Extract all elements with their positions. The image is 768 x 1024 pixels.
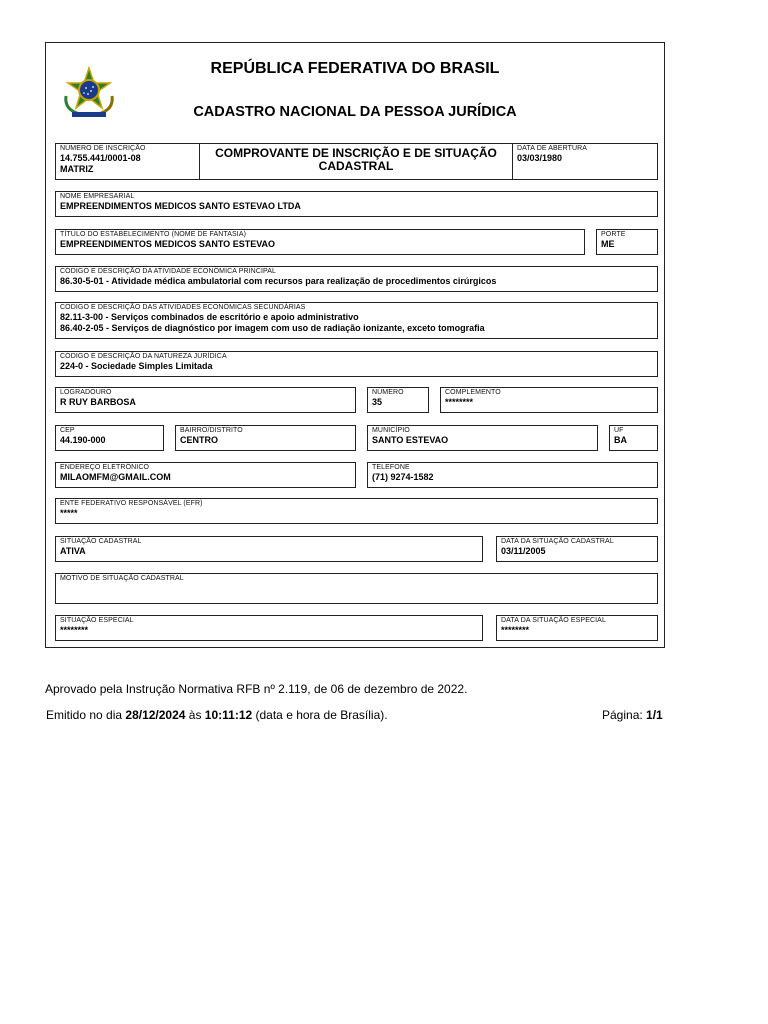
- field-value: BA: [614, 435, 627, 445]
- field-porte: [596, 229, 658, 255]
- field-value: 14.755.441/0001-08: [60, 153, 141, 163]
- field-numero: [367, 387, 429, 413]
- page-number: 1/1: [646, 708, 663, 722]
- document-title: COMPROVANTE DE INSCRIÇÃO E DE SITUAÇÃO CADASTRAL: [199, 143, 513, 180]
- field-email: [55, 462, 356, 488]
- field-value: CENTRO: [180, 435, 218, 445]
- field-label: UF: [614, 427, 624, 434]
- field-uf: [609, 425, 658, 451]
- field-label: TELEFONE: [372, 464, 410, 471]
- field-label: MOTIVO DE SITUAÇÃO CADASTRAL: [60, 575, 184, 582]
- field-data-situacao-especial: [496, 615, 658, 641]
- field-motivo: [55, 573, 658, 604]
- field-efr: [55, 498, 658, 524]
- field-nome-fantasia: [55, 229, 585, 255]
- field-label: NÚMERO: [372, 389, 404, 396]
- field-value: 44.190-000: [60, 435, 106, 445]
- field-value: *****: [60, 508, 78, 518]
- field-value: SANTO ESTEVAO: [372, 435, 449, 445]
- field-value: R RUY BARBOSA: [60, 397, 136, 407]
- field-label: SITUAÇÃO CADASTRAL: [60, 538, 142, 545]
- field-atividade-principal: [55, 266, 658, 292]
- emission-suffix: (data e hora de Brasília).: [252, 708, 388, 722]
- field-data-abertura: [512, 143, 658, 180]
- field-municipio: [367, 425, 598, 451]
- field-label: ENDEREÇO ELETRÔNICO: [60, 464, 150, 471]
- emission-mid: às: [185, 708, 205, 722]
- field-label: PORTE: [601, 231, 626, 238]
- field-complemento: [440, 387, 658, 413]
- field-label: CÓDIGO E DESCRIÇÃO DA NATUREZA JURÍDICA: [60, 353, 227, 360]
- field-situacao-cadastral: [55, 536, 483, 562]
- field-label: CEP: [60, 427, 75, 434]
- field-data-situacao: [496, 536, 658, 562]
- approval-note: Aprovado pela Instrução Normativa RFB nº 2.119, de 06 de dezembro de 2022.: [45, 682, 468, 696]
- field-value: ATIVA: [60, 546, 86, 556]
- field-label: BAIRRO/DISTRITO: [180, 427, 243, 434]
- field-label: NOME EMPRESARIAL: [60, 193, 135, 200]
- field-nome-empresarial: [55, 191, 658, 217]
- list-item: 86.40-2-05 - Serviços de diagnóstico por imagem com uso de radiação ionizante, exceto tomografia: [60, 323, 485, 333]
- field-label: SITUAÇÃO ESPECIAL: [60, 617, 134, 624]
- field-atividades-secundarias: [55, 302, 658, 339]
- field-value: MILAOMFM@GMAIL.COM: [60, 472, 171, 482]
- field-natureza-juridica: [55, 351, 658, 377]
- list-item: 82.11-3-00 - Serviços combinados de escritório e apoio administrativo: [60, 312, 359, 322]
- field-label: COMPLEMENTO: [445, 389, 501, 396]
- field-cep: [55, 425, 164, 451]
- field-telefone: [367, 462, 658, 488]
- field-label: MUNICÍPIO: [372, 427, 410, 434]
- field-label: TÍTULO DO ESTABELECIMENTO (NOME DE FANTASIA): [60, 231, 247, 238]
- emission-info: [46, 708, 388, 722]
- field-logradouro: [55, 387, 356, 413]
- field-value: 03/03/1980: [517, 153, 563, 163]
- page-label: Página:: [602, 708, 647, 722]
- field-inscricao: [55, 143, 200, 180]
- field-value: EMPREENDIMENTOS MEDICOS SANTO ESTEVAO: [60, 239, 276, 249]
- page-subtitle: CADASTRO NACIONAL DA PESSOA JURÍDICA: [193, 104, 517, 120]
- emission-date: 28/12/2024: [125, 708, 186, 722]
- field-value: (71) 9274-1582: [372, 472, 434, 482]
- field-label: DATA DA SITUAÇÃO ESPECIAL: [501, 617, 606, 624]
- field-value-secondary: MATRIZ: [60, 164, 94, 174]
- emission-time: 10:11:12: [204, 708, 253, 722]
- field-value: EMPREENDIMENTOS MEDICOS SANTO ESTEVAO LTDA: [60, 201, 301, 211]
- field-label: DATA DE ABERTURA: [517, 145, 588, 152]
- page-title: REPÚBLICA FEDERATIVA DO BRASIL: [210, 60, 500, 77]
- field-value: 03/11/2005: [501, 546, 546, 556]
- page-indicator: [602, 708, 663, 722]
- field-value: ME: [601, 239, 615, 249]
- field-label: CÓDIGO E DESCRIÇÃO DA ATIVIDADE ECONÔMICA PRINCIPAL: [60, 268, 277, 275]
- emission-prefix: Emitido no dia: [46, 708, 126, 722]
- field-value: ********: [501, 625, 530, 635]
- field-value: 224-0 - Sociedade Simples Limitada: [60, 361, 213, 371]
- field-label: DATA DA SITUAÇÃO CADASTRAL: [501, 538, 614, 545]
- field-value: 35: [372, 397, 383, 407]
- field-label: CÓDIGO E DESCRIÇÃO DAS ATIVIDADES ECONÔMICAS SECUNDÁRIAS: [60, 304, 306, 311]
- field-value: ********: [60, 625, 89, 635]
- field-label: ENTE FEDERATIVO RESPONSÁVEL (EFR): [60, 500, 203, 507]
- field-label: LOGRADOURO: [60, 389, 112, 396]
- field-bairro: [175, 425, 356, 451]
- field-value: ********: [445, 397, 474, 407]
- field-situacao-especial: [55, 615, 483, 641]
- field-value: 86.30-5-01 - Atividade médica ambulatorial com recursos para realização de procedimentos cirúrgicos: [60, 276, 497, 286]
- field-label: NÚMERO DE INSCRIÇÃO: [60, 145, 146, 152]
